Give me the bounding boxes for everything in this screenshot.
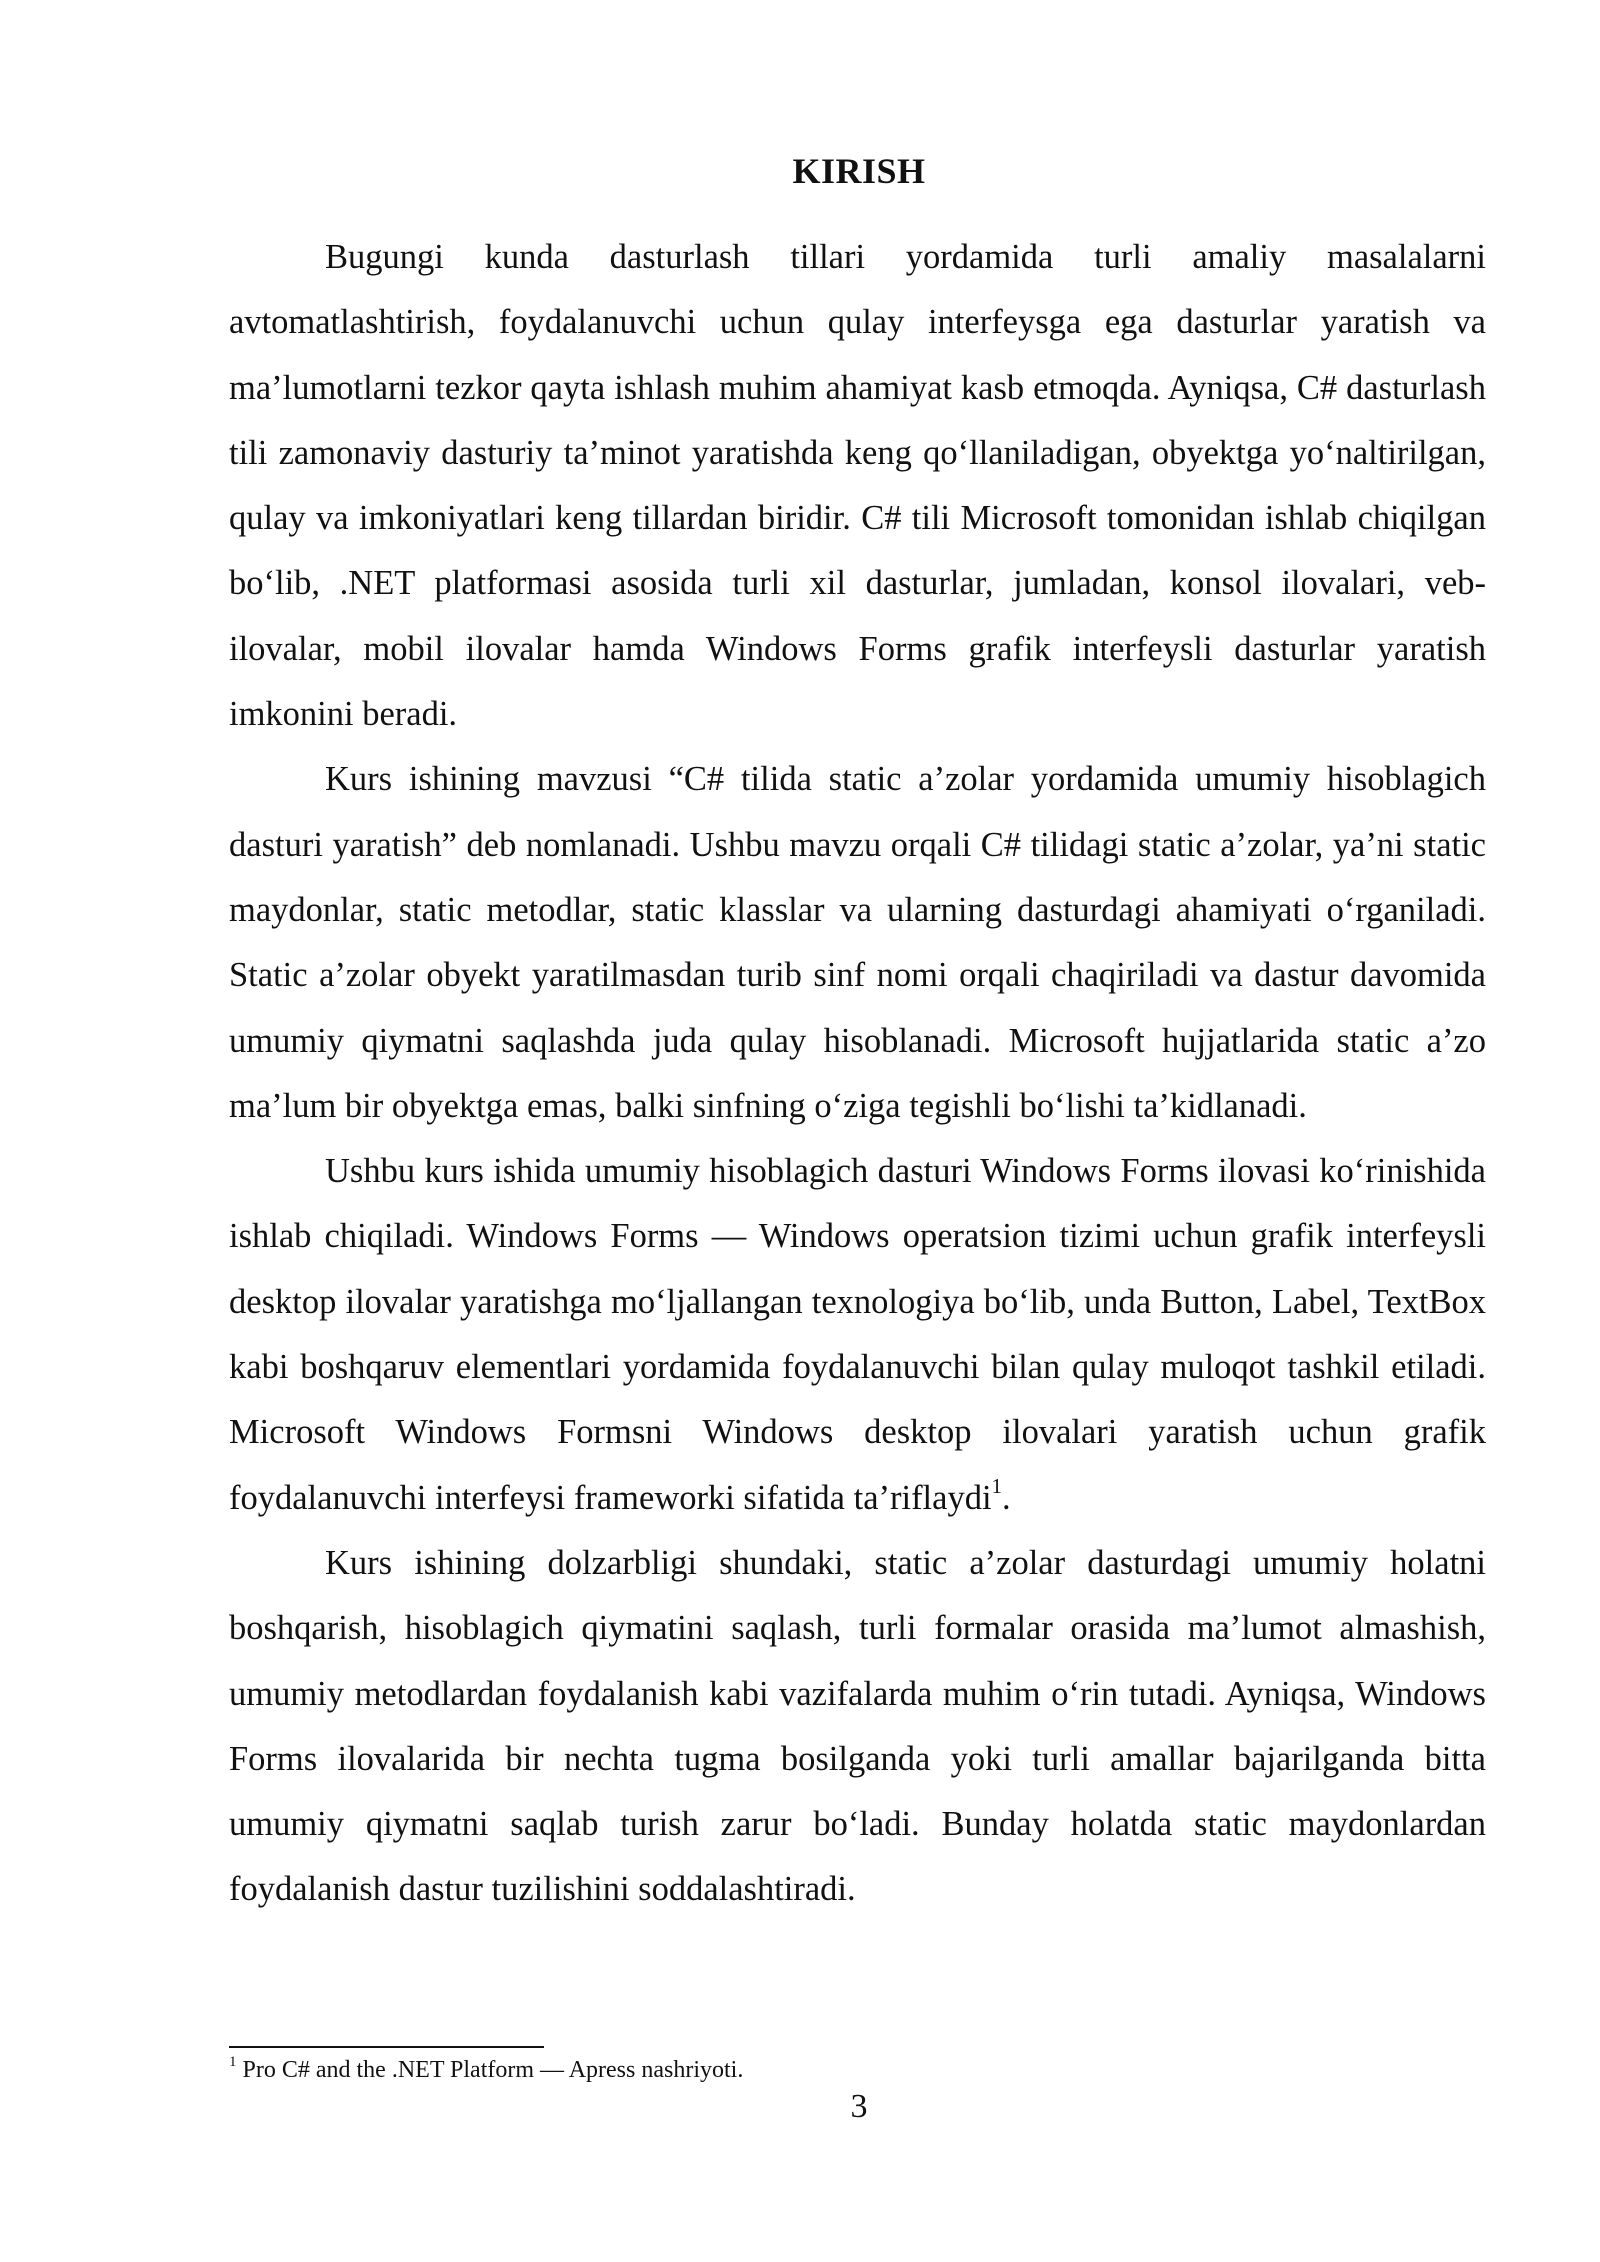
- footnote: [229, 2054, 743, 2086]
- paragraph-3: [229, 1139, 1486, 1531]
- body-text: [229, 225, 1486, 1923]
- paragraph-1: Bugungi kunda dasturlash tillari yordamida turli amaliy masalalarni avtomatlashtirish, foydalanuvchi uchun qulay interfeysga ega dasturlar yaratish va ma’lumotlarni tezkor qayta ishlash muhim ahamiyat kasb etmoqda. Ayniqsa, C# dasturlash tili zamonaviy dasturiy ta’minot yaratishda keng qo‘llaniladigan, obyektga yo‘naltirilgan, qulay va imkoniyatlari keng tillardan biridir. C# tili Microsoft tomonidan ishlab chiqilgan bo‘lib, .NET platformasi asosida turli xil dasturlar, jumladan, konsol ilovalari, veb-ilovalar, mobil ilovalar hamda Windows Forms grafik interfeysli dasturlar yaratish imkonini beradi.: [229, 238, 1486, 734]
- paragraph-4: Kurs ishining dolzarbligi shundaki, static a’zolar dasturdagi umumiy holatni boshqarish, hisoblagich qiymatini saqlash, turli formalar orasida ma’lumot almashish, umumiy metodlardan foydalanish kabi vazifalarda muhim o‘rin tutadi. Ayniqsa, Windows Forms ilovalarida bir nechta tugma bosilganda yoki turli amallar bajarilganda bitta umumiy qiymatni saqlab turish zarur bo‘ladi. Bunday holatda static maydonlardan foydalanish dastur tuzilishini soddalashtiradi.: [229, 1543, 1486, 1909]
- footnote-marker: 1: [229, 2054, 237, 2070]
- page-number: 3: [850, 2088, 868, 2125]
- footnote-text: Pro C# and the .NET Platform — Apress nashriyoti.: [236, 2057, 744, 2083]
- footnote-separator: [229, 2046, 544, 2048]
- paragraph-3-text: Ushbu kurs ishida umumiy hisoblagich dasturi Windows Forms ilovasi ko‘rinishida ishlab chiqiladi. Windows Forms — Windows operatsion tizimi uchun grafik interfeysli desktop ilovalar yaratishga mo‘ljallangan texnologiya bo‘lib, unda Button, Label, TextBox kabi boshqaruv elementlari yordamida foydalanuvchi bilan qulay muloqot tashkil etiladi. Microsoft Windows Formsni Windows desktop ilovalari yaratish uchun grafik foydalanuvchi interfeysi frameworki sifatida ta’riflaydi: [229, 1152, 1486, 1517]
- footnote-reference[interactable]: 1: [991, 1474, 1003, 1499]
- paragraph-3-end: .: [1002, 1478, 1011, 1517]
- paragraph-2: Kurs ishining mavzusi “C# tilida static a’zolar yordamida umumiy hisoblagich dasturi yaratish” deb nomlanadi. Ushbu mavzu orqali C# tilidagi static a’zolar, ya’ni static maydonlar, static metodlar, static klasslar va ularning dasturdagi ahamiyati o‘rganiladi. Static a’zolar obyekt yaratilmasdan turib sinf nomi orqali chaqiriladi va dastur davomida umumiy qiymatni saqlashda juda qulay hisoblanadi. Microsoft hujjatlarida static a’zo ma’lum bir obyektga emas, balki sinfning o‘ziga tegishli bo‘lishi ta’kidlanadi.: [229, 760, 1486, 1125]
- section-title: KIRISH: [792, 151, 926, 191]
